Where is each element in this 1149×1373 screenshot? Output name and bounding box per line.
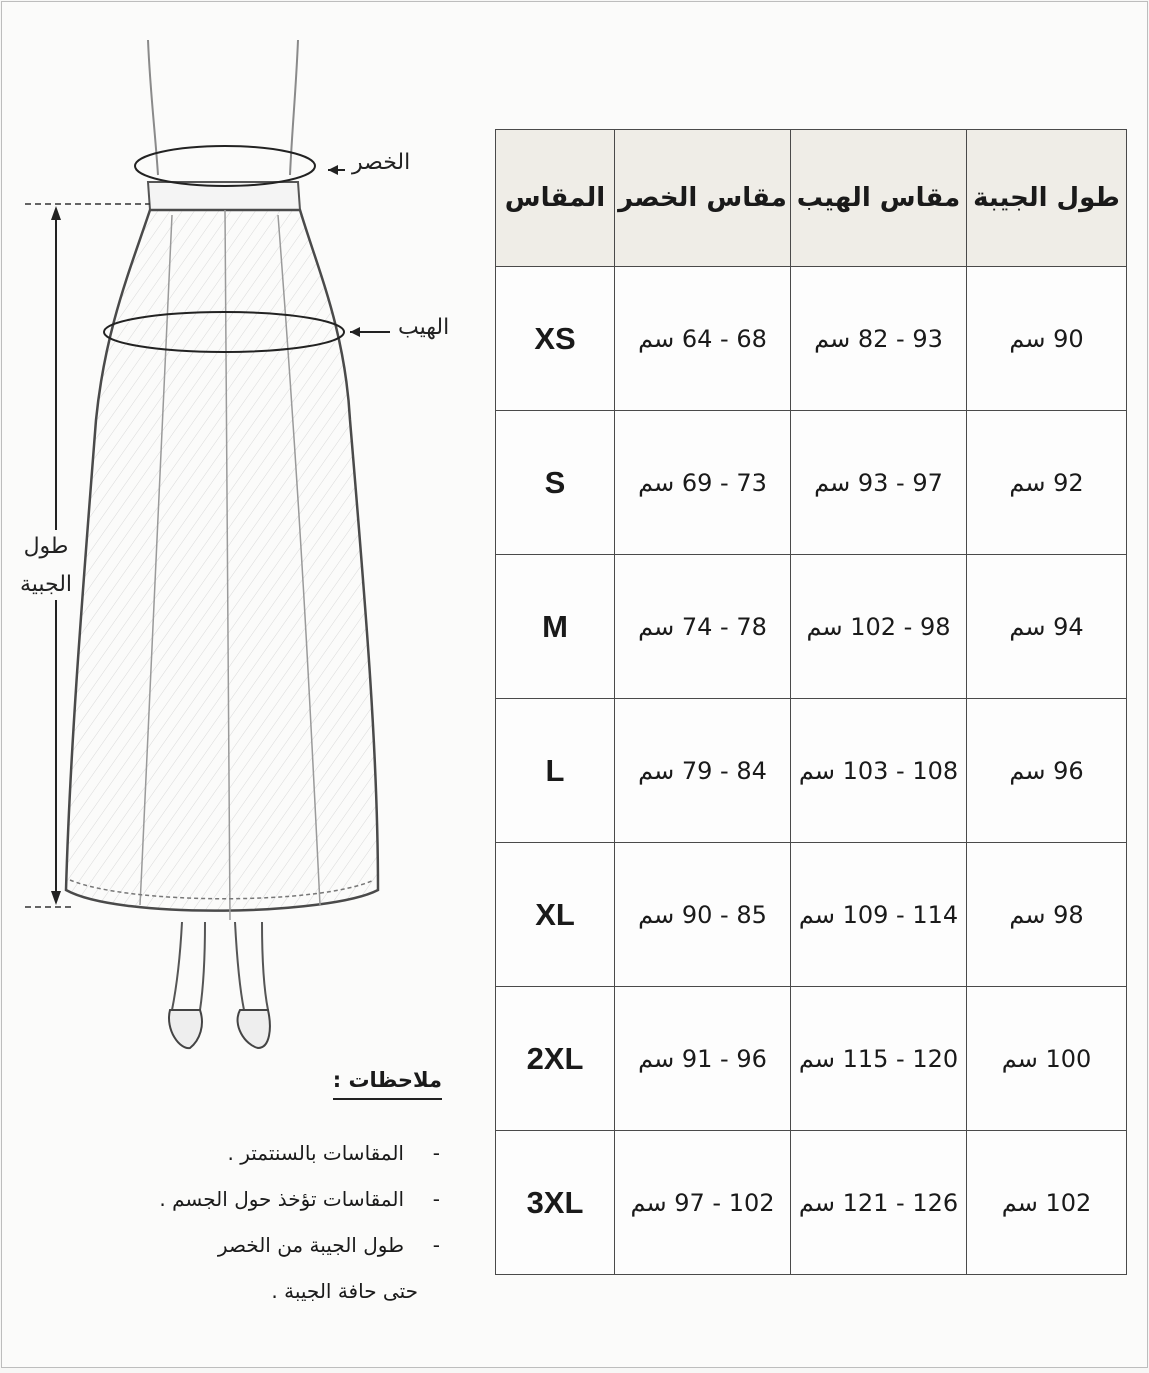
note-item-continued: حتى حافة الجيبة . bbox=[271, 1279, 418, 1303]
cell-size: L bbox=[496, 699, 615, 843]
notes-title: ملاحظات : bbox=[333, 1068, 442, 1100]
notes-list bbox=[140, 1130, 450, 1314]
right-shoe bbox=[238, 1010, 270, 1048]
table-row bbox=[496, 1131, 1127, 1275]
table-row bbox=[496, 987, 1127, 1131]
header-hip: مقاس الهيب bbox=[791, 130, 967, 267]
cell-hip: 120 - 115 سم bbox=[791, 987, 967, 1131]
table-row bbox=[496, 699, 1127, 843]
length-label bbox=[14, 528, 78, 604]
cell-waist: 84 - 79 سم bbox=[615, 699, 791, 843]
skirt-body bbox=[66, 210, 378, 911]
waist-arrow bbox=[328, 165, 338, 175]
size-chart-table bbox=[495, 129, 1127, 1275]
cell-length: 90 سم bbox=[967, 267, 1127, 411]
note-item: - طول الجيبة من الخصر bbox=[217, 1233, 440, 1257]
cell-size: XL bbox=[496, 843, 615, 987]
cell-size: S bbox=[496, 411, 615, 555]
table-row bbox=[496, 555, 1127, 699]
cell-size: XS bbox=[496, 267, 615, 411]
torso-outline bbox=[148, 40, 298, 175]
cell-hip: 126 - 121 سم bbox=[791, 1131, 967, 1275]
table-row bbox=[496, 267, 1127, 411]
waist-measure-ellipse bbox=[135, 146, 315, 186]
cell-size: M bbox=[496, 555, 615, 699]
note-item: - المقاسات تؤخذ حول الجسم . bbox=[159, 1187, 440, 1211]
cell-waist: 102 - 97 سم bbox=[615, 1131, 791, 1275]
cell-hip: 108 - 103 سم bbox=[791, 699, 967, 843]
cell-length: 96 سم bbox=[967, 699, 1127, 843]
length-label-line2: الجبية bbox=[19, 572, 73, 597]
cell-waist: 73 - 69 سم bbox=[615, 411, 791, 555]
cell-length: 100 سم bbox=[967, 987, 1127, 1131]
hip-label: الهيب bbox=[398, 315, 450, 340]
cell-length: 102 سم bbox=[967, 1131, 1127, 1275]
length-arrow-bottom bbox=[51, 891, 61, 905]
table-header-row bbox=[496, 130, 1127, 267]
legs bbox=[172, 922, 268, 1010]
cell-hip: 97 - 93 سم bbox=[791, 411, 967, 555]
cell-length: 94 سم bbox=[967, 555, 1127, 699]
left-shoe bbox=[169, 1010, 202, 1048]
table-row bbox=[496, 843, 1127, 987]
cell-waist: 78 - 74 سم bbox=[615, 555, 791, 699]
notes-section bbox=[140, 1068, 450, 1314]
cell-hip: 98 - 102 سم bbox=[791, 555, 967, 699]
cell-size: 2XL bbox=[496, 987, 615, 1131]
header-waist: مقاس الخصر bbox=[615, 130, 791, 267]
cell-hip: 93 - 82 سم bbox=[791, 267, 967, 411]
table-row bbox=[496, 411, 1127, 555]
waist-label: الخصر bbox=[352, 150, 411, 175]
length-label-line1: طول bbox=[23, 534, 69, 559]
cell-waist: 85 - 90 سم bbox=[615, 843, 791, 987]
cell-length: 92 سم bbox=[967, 411, 1127, 555]
header-length: طول الجيبة bbox=[967, 130, 1127, 267]
cell-length: 98 سم bbox=[967, 843, 1127, 987]
header-size: المقاس bbox=[496, 130, 615, 267]
cell-waist: 68 - 64 سم bbox=[615, 267, 791, 411]
cell-hip: 114 - 109 سم bbox=[791, 843, 967, 987]
note-item: - المقاسات بالسنتمتر . bbox=[227, 1141, 440, 1165]
cell-size: 3XL bbox=[496, 1131, 615, 1275]
cell-waist: 96 - 91 سم bbox=[615, 987, 791, 1131]
hip-arrow bbox=[350, 327, 360, 337]
length-arrow-top bbox=[51, 206, 61, 220]
